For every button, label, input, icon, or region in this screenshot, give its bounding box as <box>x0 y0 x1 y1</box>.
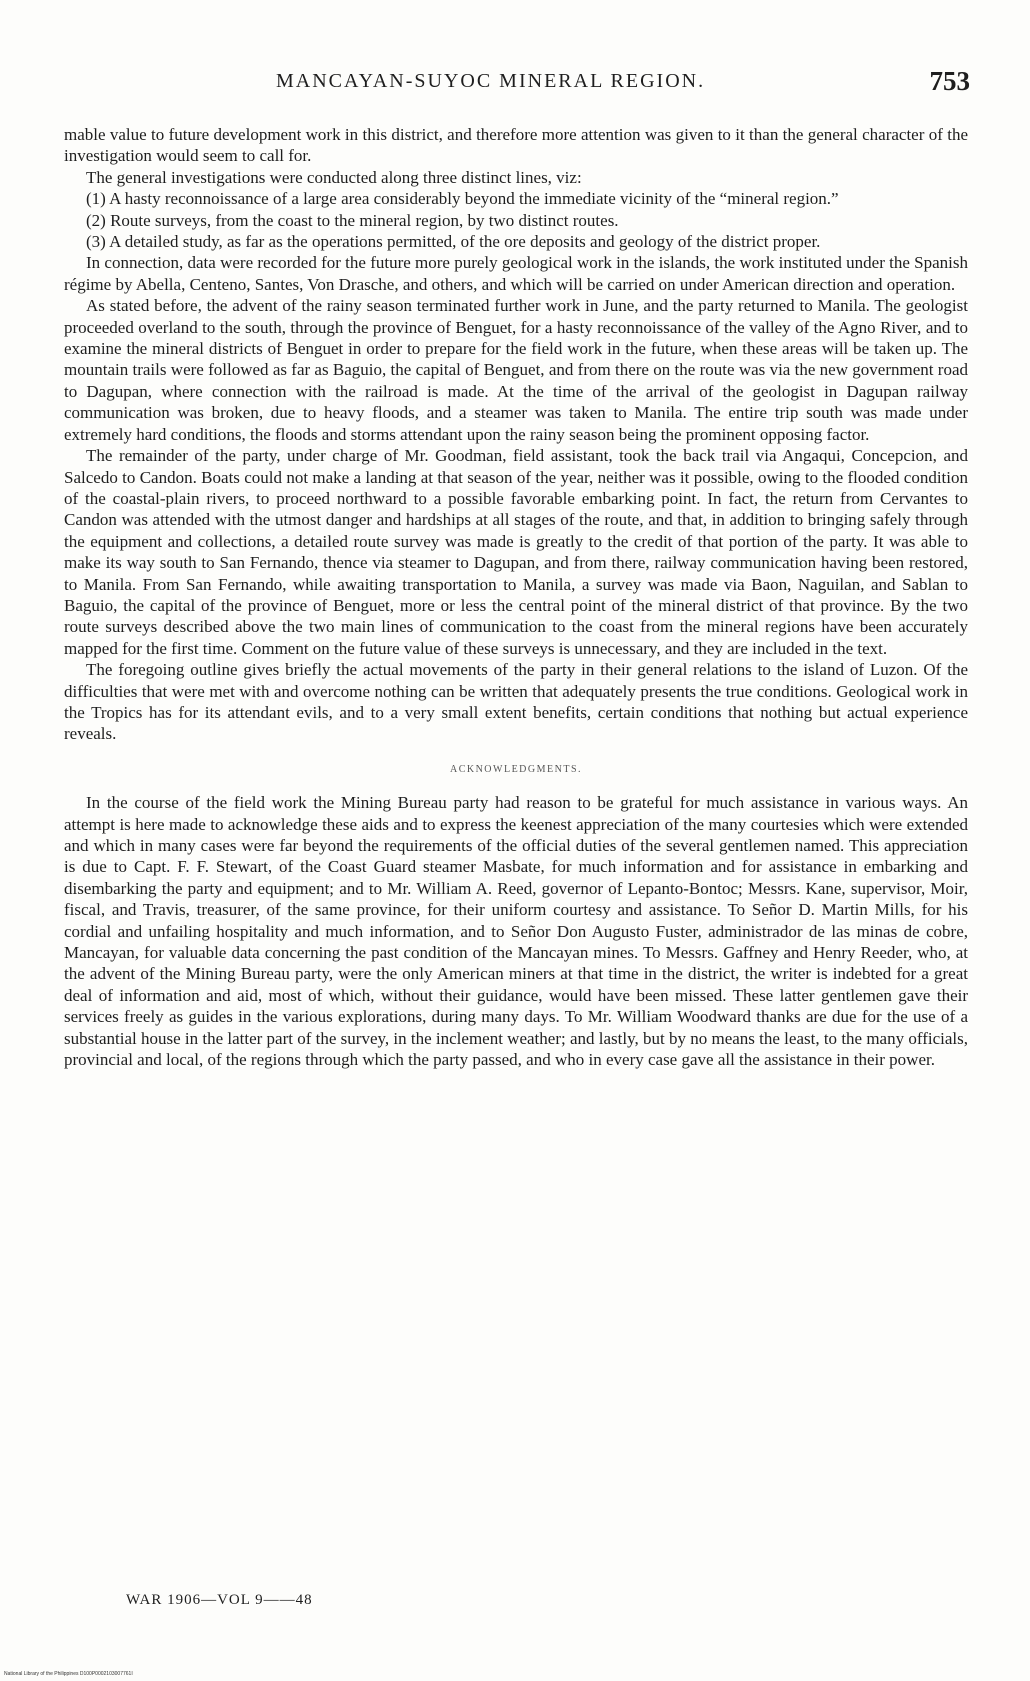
running-title: MANCAYAN-SUYOC MINERAL REGION. <box>276 70 706 92</box>
running-header <box>66 66 970 96</box>
paragraph-continuation: mable value to future development work in this district, and therefore more attention was given to it than the general character of the investigation would seem to call for. <box>64 125 968 166</box>
list-item-3: (3) A detailed study, as far as the operations permitted, of the ore deposits and geology of the district proper. <box>86 232 821 252</box>
paragraph-connection: In connection, data were recorded for the future more purely geological work in the islands, the work instituted under the Spanish régime by Abella, Centeno, Santes, Von Drasche, and others, and which will be carried on under American direction and operation. <box>64 253 968 294</box>
body-text <box>64 124 968 1070</box>
paragraph-lines-intro: The general investigations were conducted along three distinct lines, viz: <box>86 167 582 187</box>
signature-footer: WAR 1906—VOL 9——48 <box>126 1592 313 1608</box>
page-number: 753 <box>929 66 970 96</box>
scan-credit: National Library of the Philippines D100P0002103007761I <box>4 1671 133 1677</box>
paragraph-acknowledgments: In the course of the field work the Mining Bureau party had reason to be grateful for much assistance in various ways. An attempt is here made to acknowledge these aids and to express the keenest appreciation of the many courtesies which were extended and which in many cases were far beyond the requirements of the official duties of the several gentlemen named. This appreciation is due to Capt. F. F. Stewart, of the Coast Guard steamer Masbate, for much information and for assistance in embarking and disembarking the party and equipment; and to Mr. William A. Reed, governor of Lepanto-Bontoc; Messrs. Kane, supervisor, Moir, fiscal, and Travis, treasurer, of the same province, for their uniform courtesy and assistance. To Señor D. Martin Mills, for his cordial and unfailing hospitality and much information, and to Señor Don Augusto Fuster, administrador de las minas de cobre, Mancayan, for valuable data concerning the past condition of the Mancayan mines. To Messrs. Gaffney and Henry Reeder, who, at the advent of the Mining Bureau party, were the only American miners at that time in the district, the writer is indebted for a great deal of information and aid, most of which, without their guidance, would have been missed. These latter gentlemen gave their services freely as guides in the various explorations, during many days. To Mr. William Woodward thanks are due for the use of a substantial house in the latter part of the survey, in the inclement weather; and lastly, but by no means the least, to the many officials, provincial and local, of the regions through which the party passed, and who in every case gave all the assistance in their power. <box>64 793 968 1070</box>
paragraph-remainder-party: The remainder of the party, under charge of Mr. Goodman, field assistant, took the back trail via Angaqui, Concepcion, and Salcedo to Candon. Boats could not make a landing at that season of the year, neither was it possible, owing to the flooded condition of the coastal-plain rivers, to proceed northward to a possible favorable embarking point. In fact, the return from Cervantes to Candon was attended with the utmost danger and hardships at all stages of the route, and that, in addition to bringing safely through the equipment and collections, a detailed route survey was made is greatly to the credit of that portion of the party. It was able to make its way south to San Fernando, thence via steamer to Dagupan, and from there, railway communication having been restored, to Manila. From San Fernando, while awaiting transportation to Manila, a survey was made via Baon, Naguilan, and Sablan to Baguio, the capital of the province of Benguet, more or less the central point of the mineral district of that province. By the two route surveys described above the two main lines of communication to the coast from the mineral regions have been accurately mapped for the first time. Comment on the future value of these surveys is unnecessary, and they are included in the text. <box>64 446 968 658</box>
paragraph-rainy-season: As stated before, the advent of the rainy season terminated further work in June, and the party returned to Manila. The geologist proceeded overland to the south, through the province of Benguet, for a hasty reconnoissance of the valley of the Agno River, and to examine the mineral districts of Benguet in order to prepare for the field work in the future, when these areas will be taken up. The mountain trails were followed as far as Baguio, the capital of Benguet, and from there on the route was via the new government road to Dagupan, where connection with the railroad is made. At the time of the arrival of the geologist in Dagupan railway communication was broken, due to heavy floods, and a steamer was taken to Manila. The entire trip south was made under extremely hard conditions, the floods and storms attendant upon the rainy season being the prominent opposing factor. <box>64 296 968 444</box>
list-item-1: (1) A hasty reconnoissance of a large area considerably beyond the immediate vicinity of the “mineral region.” <box>86 189 839 209</box>
paragraph-foregoing-outline: The foregoing outline gives briefly the actual movements of the party in their general relations to the island of Luzon. Of the difficulties that were met with and overcome nothing can be written that adequately presents the true conditions. Geological work in the Tropics has for its attendant evils, and to a very small extent benefits, certain conditions that nothing but actual experience reveals. <box>64 660 968 744</box>
section-heading-acknowledgments: ACKNOWLEDGMENTS. <box>449 763 583 775</box>
list-item-2: (2) Route surveys, from the coast to the mineral region, by two distinct routes. <box>86 210 619 230</box>
